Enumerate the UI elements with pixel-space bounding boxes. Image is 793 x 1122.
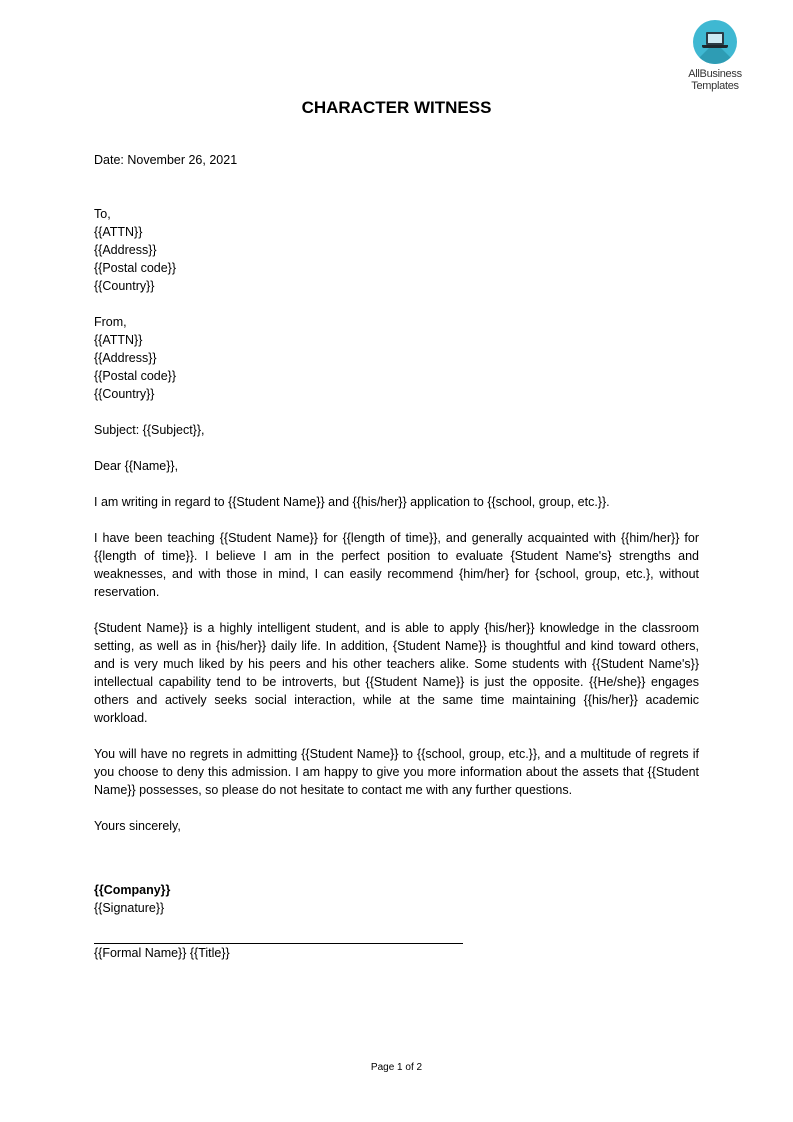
document-title: CHARACTER WITNESS <box>301 98 492 117</box>
allbusiness-logo <box>680 20 750 92</box>
logo-text <box>680 68 750 92</box>
logo-line2: Templates <box>691 80 739 92</box>
subject-line: Subject: {{Subject}}, <box>94 423 205 437</box>
from-label: From, <box>94 315 127 329</box>
to-postal: {{Postal code}} <box>94 261 177 275</box>
to-country: {{Country}} <box>94 279 155 293</box>
closing: Yours sincerely, <box>94 819 181 833</box>
paragraph-3: {Student Name}} is a highly intelligent student, and is able to apply {his/her}} knowledge in the classroom setting, as well as in {his/her}} daily life. In addition, {Student Name}} is thoughtful and kind toward others, and is very much liked by his peers and his other teachers alike. Some students with {{Student Name's}} intellectual capability tend to be introverts, but {{Student Name}} is just the opposite. {{He/she}} engages others and actively seeks social interaction, while at the same time maintaining {{his/her}} academic workload. <box>94 621 699 725</box>
laptop-icon <box>693 20 737 64</box>
paragraph-4: You will have no regrets in admitting {{Student Name}} to {{school, group, etc.}}, and a multitude of regrets if you choose to deny this admission. I am happy to give you more information about the assets that {{Student Name}} possesses, so please do not hesitate to contact me with any further questions. <box>94 747 699 797</box>
signature: {{Signature}} <box>94 901 165 915</box>
from-postal: {{Postal code}} <box>94 369 177 383</box>
recipient-block <box>94 205 699 295</box>
to-label: To, <box>94 207 111 221</box>
letter-body <box>94 151 699 962</box>
to-address: {{Address}} <box>94 243 157 257</box>
paragraph-1: I am writing in regard to {{Student Name}} and {{his/her}} application to {{school, group, etc.}}. <box>94 495 610 509</box>
paragraph-2: I have been teaching {{Student Name}} for {{length of time}}, and generally acquainted with {{him/her}} for {{length of time}}. I believe I am in the perfect position to evaluate {Student Name's} strengths and weaknesses, and with those in mind, I can easily recommend {him/her} for {school, group, etc.}, without reservation. <box>94 531 699 599</box>
sender-block <box>94 313 699 403</box>
salutation: Dear {{Name}}, <box>94 459 179 473</box>
company-name: {{Company}} <box>94 883 171 897</box>
logo-line1: AllBusiness <box>688 68 742 80</box>
from-country: {{Country}} <box>94 387 155 401</box>
formal-name-title: {{Formal Name}} {{Title}} <box>94 946 230 960</box>
from-address: {{Address}} <box>94 351 157 365</box>
from-attn: {{ATTN}} <box>94 333 143 347</box>
to-attn: {{ATTN}} <box>94 225 143 239</box>
page-number: Page 1 of 2 <box>370 1062 423 1073</box>
date-line: Date: November 26, 2021 <box>94 153 238 167</box>
